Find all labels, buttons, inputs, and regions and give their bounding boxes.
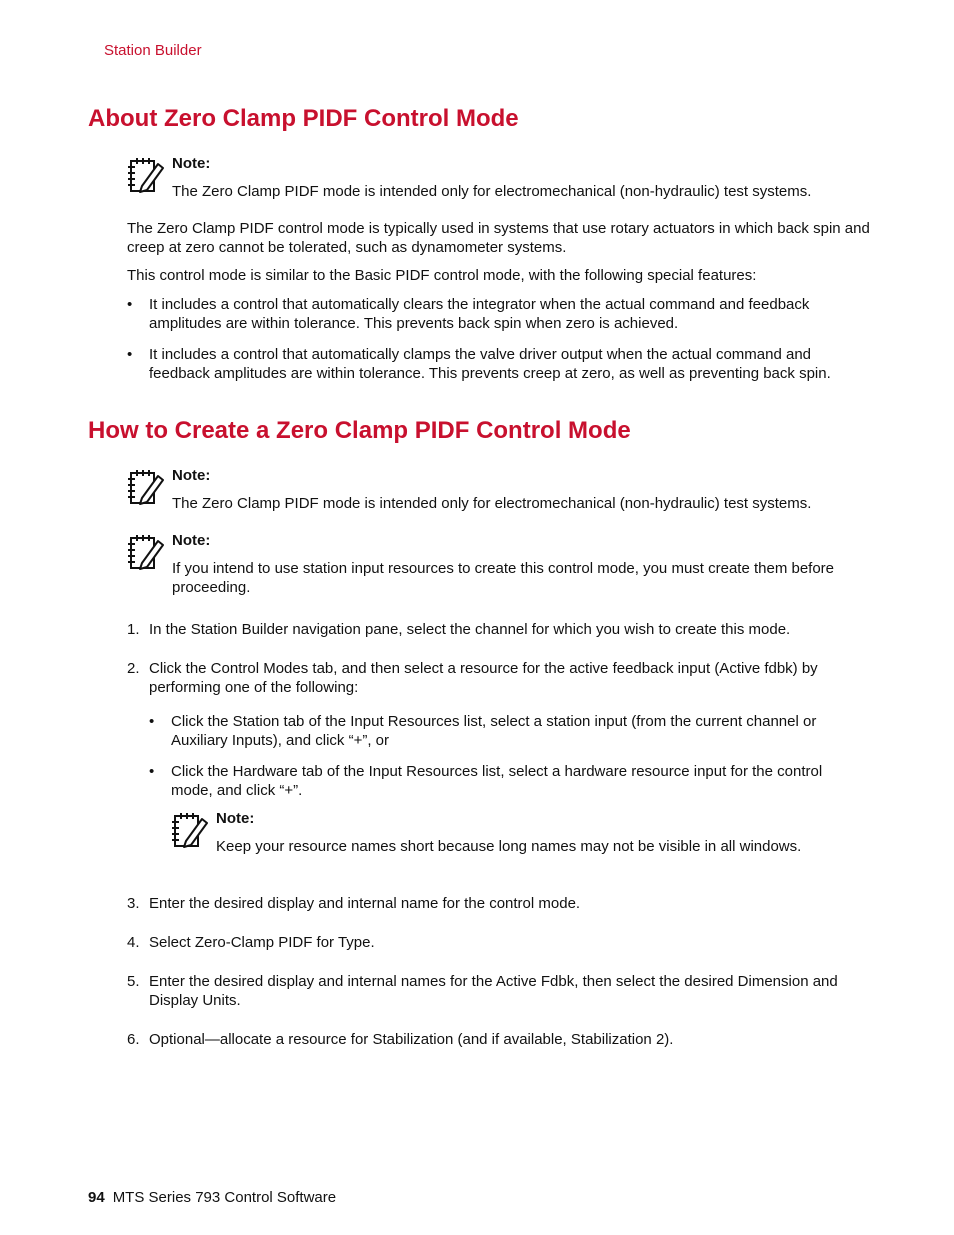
step-item	[127, 659, 872, 699]
note-label: Note:	[172, 532, 211, 549]
step-number: 3.	[127, 895, 140, 912]
note-text: Keep your resource names short because long names may not be visible in all windows.	[216, 838, 802, 855]
sub-bullet-item	[149, 762, 869, 802]
bullet-text: It includes a control that automatically clears the integrator when the actual command and feedback amplitudes are within tolerance. This prevents back spin when zero is achieved.	[149, 296, 810, 332]
step-number: 2.	[127, 660, 140, 677]
note-label: Note:	[216, 810, 255, 827]
intro-paragraph: The Zero Clamp PIDF control mode is typically used in systems that use rotary actuators in which back spin and creep at zero cannot be tolerated, such as dynamometer systems.	[127, 220, 870, 256]
document-title: MTS Series 793 Control Software	[112, 1189, 337, 1206]
step-text: Select Zero-Clamp PIDF for Type.	[149, 934, 375, 951]
note-text: If you intend to use station input resources to create this control mode, you must create them before proceeding.	[172, 560, 835, 596]
step-number: 4.	[127, 934, 140, 951]
features-paragraph: This control mode is similar to the Basic PIDF control mode, with the following special features:	[127, 267, 757, 284]
sub-bullet-text: Click the Hardware tab of the Input Resources list, select a hardware resource input for the control mode, and click “+”.	[171, 763, 823, 799]
sub-bullet-item	[149, 712, 869, 752]
step-item	[127, 972, 872, 1012]
step-item	[127, 620, 872, 640]
note-block	[128, 532, 868, 600]
step-item	[127, 933, 872, 953]
step-text: Enter the desired display and internal names for the Active Fdbk, then select the desired Dimension and Display Units.	[149, 973, 838, 1009]
notepad-pencil-icon	[172, 811, 208, 849]
note-block	[128, 467, 848, 517]
section-title-about: About Zero Clamp PIDF Control Mode	[88, 105, 519, 132]
step-text: Enter the desired display and internal name for the control mode.	[149, 895, 581, 912]
bullet-text: It includes a control that automatically clamps the valve driver output when the actual command and feedback amplitudes are within tolerance. This prevents creep at zero, as well as preventing back spin.	[149, 346, 831, 382]
note-label: Note:	[172, 467, 211, 484]
bullet-mark: •	[127, 296, 133, 313]
bullet-mark: •	[127, 346, 133, 363]
bullet-item	[127, 345, 872, 385]
page-number: 94	[88, 1189, 105, 1206]
note-block	[172, 810, 862, 860]
sub-bullet-text: Click the Station tab of the Input Resources list, select a station input (from the current channel or Auxiliary Inputs), and click “+”, or	[171, 713, 817, 749]
section-title-how-to: How to Create a Zero Clamp PIDF Control Mode	[88, 417, 631, 444]
step-number: 5.	[127, 973, 140, 990]
note-text: The Zero Clamp PIDF mode is intended only for electromechanical (non-hydraulic) test systems.	[172, 495, 812, 512]
notepad-pencil-icon	[128, 468, 164, 506]
step-text: Click the Control Modes tab, and then select a resource for the active feedback input (Active fdbk) by performing one of the following:	[149, 660, 818, 696]
page-footer	[88, 1189, 336, 1206]
bullet-mark: •	[149, 763, 155, 780]
note-block	[128, 155, 848, 205]
notepad-pencil-icon	[128, 533, 164, 571]
step-item	[127, 1030, 872, 1050]
step-text: Optional—allocate a resource for Stabilization (and if available, Stabilization 2).	[149, 1031, 674, 1048]
step-item	[127, 894, 872, 914]
notepad-pencil-icon	[128, 156, 164, 194]
bullet-mark: •	[149, 713, 155, 730]
running-header: Station Builder	[104, 42, 202, 59]
note-text: The Zero Clamp PIDF mode is intended only for electromechanical (non-hydraulic) test systems.	[172, 183, 812, 200]
bullet-item	[127, 295, 872, 335]
step-number: 6.	[127, 1031, 140, 1048]
step-number: 1.	[127, 621, 140, 638]
note-label: Note:	[172, 155, 211, 172]
step-text: In the Station Builder navigation pane, select the channel for which you wish to create this mode.	[149, 621, 791, 638]
